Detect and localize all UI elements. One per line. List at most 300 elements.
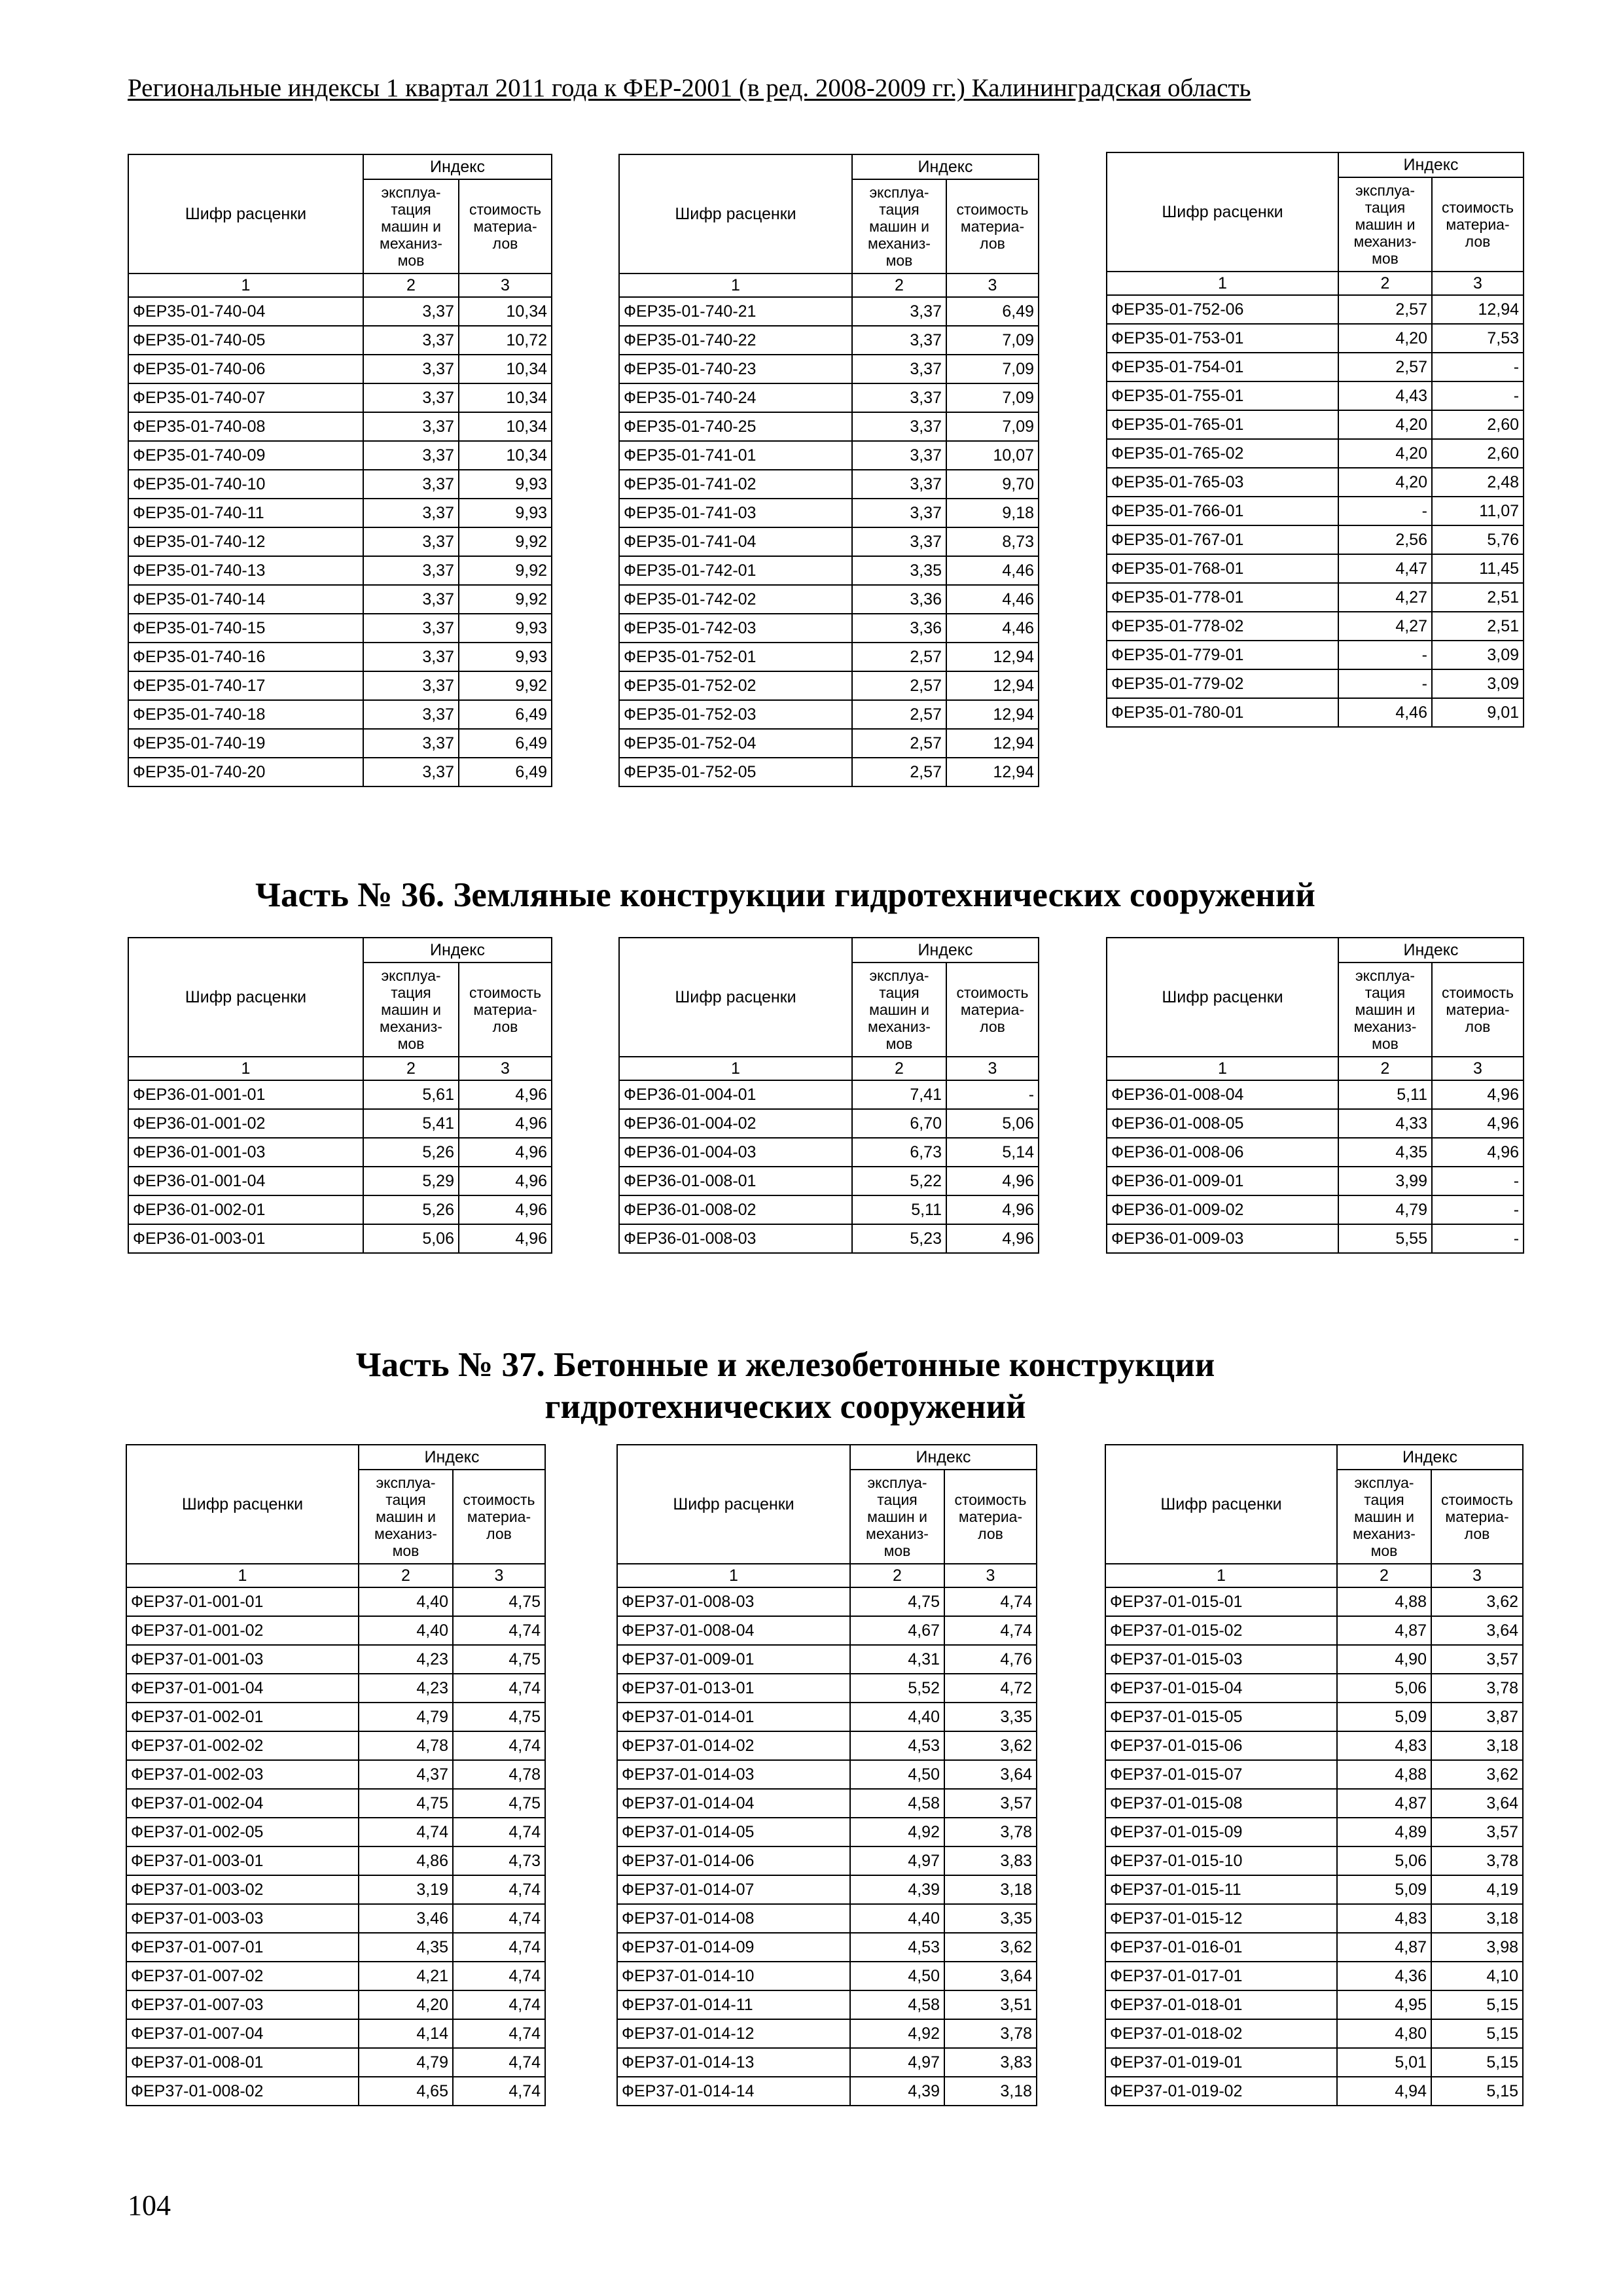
rate-code-cell: ФЕР35-01-741-01 <box>619 441 852 470</box>
header-index: Индекс <box>363 154 552 179</box>
table-row <box>128 729 552 758</box>
rate-code-cell: ФЕР37-01-015-05 <box>1105 1703 1337 1731</box>
header-machines: эксплуа-тация машин и механиз-мов <box>1338 177 1432 272</box>
table-row <box>1107 497 1524 525</box>
rate-code-cell: ФЕР35-01-752-03 <box>619 700 852 729</box>
table-row <box>1107 698 1524 727</box>
table-row <box>126 1818 545 1846</box>
header-numbers <box>128 274 552 297</box>
rate-code-cell: ФЕР35-01-779-02 <box>1107 669 1338 698</box>
rate-code-cell: ФЕР37-01-009-01 <box>617 1645 850 1674</box>
rate-code-cell: ФЕР35-01-779-01 <box>1107 641 1338 669</box>
header-numbers <box>126 1564 545 1587</box>
rate-code-cell: ФЕР35-01-765-03 <box>1107 468 1338 497</box>
materials-index-cell: 4,96 <box>1432 1080 1524 1109</box>
table-row <box>1105 2048 1523 2077</box>
rate-code-cell: ФЕР36-01-001-03 <box>128 1138 363 1167</box>
machines-index-cell: 3,37 <box>363 614 459 643</box>
machines-index-cell: 2,56 <box>1338 525 1432 554</box>
machines-index-cell: 4,95 <box>1337 1990 1431 2019</box>
header-materials: стоимость материа-лов <box>459 963 552 1057</box>
materials-index-cell: 9,18 <box>946 499 1039 527</box>
table-row <box>126 1760 545 1789</box>
table-row <box>619 1138 1039 1167</box>
materials-index-cell: 4,96 <box>1432 1109 1524 1138</box>
table-row <box>1105 1587 1523 1616</box>
rate-code-cell: ФЕР35-01-740-08 <box>128 412 363 441</box>
rate-code-cell: ФЕР37-01-014-02 <box>617 1731 850 1760</box>
materials-index-cell: 3,83 <box>944 1846 1037 1875</box>
materials-index-cell: 3,62 <box>944 1933 1037 1962</box>
header-machines: эксплуа-тация машин и механиз-мов <box>363 963 459 1057</box>
table-row <box>128 470 552 499</box>
table-row <box>1105 1818 1523 1846</box>
materials-index-cell: 4,19 <box>1431 1875 1523 1904</box>
header-materials: стоимость материа-лов <box>1431 1470 1523 1564</box>
header-num-2: 2 <box>359 1564 453 1587</box>
machines-index-cell: 4,35 <box>359 1933 453 1962</box>
materials-index-cell: 4,10 <box>1431 1962 1523 1990</box>
machines-index-cell: 3,37 <box>852 527 946 556</box>
machines-index-cell: 4,75 <box>850 1587 944 1616</box>
header-index: Индекс <box>359 1445 545 1470</box>
table-row <box>1107 468 1524 497</box>
rate-code-cell: ФЕР35-01-765-01 <box>1107 410 1338 439</box>
header-num-3: 3 <box>944 1564 1037 1587</box>
table-row <box>1107 612 1524 641</box>
table-row <box>617 2019 1037 2048</box>
machines-index-cell: 2,57 <box>852 671 946 700</box>
table-row <box>1105 1904 1523 1933</box>
rate-code-cell: ФЕР35-01-740-19 <box>128 729 363 758</box>
header-index: Индекс <box>850 1445 1037 1470</box>
materials-index-cell: 7,09 <box>946 355 1039 383</box>
rate-code-cell: ФЕР36-01-001-02 <box>128 1109 363 1138</box>
rate-code-cell: ФЕР37-01-007-04 <box>126 2019 359 2048</box>
header-row <box>1107 938 1524 963</box>
index-table-0-0 <box>128 154 552 787</box>
materials-index-cell: 2,51 <box>1432 583 1524 612</box>
rate-code-cell: ФЕР37-01-015-04 <box>1105 1674 1337 1703</box>
materials-index-cell: 12,94 <box>946 643 1039 671</box>
materials-index-cell: 5,15 <box>1431 2048 1523 2077</box>
table-row <box>619 729 1039 758</box>
header-num-1: 1 <box>128 274 363 297</box>
materials-index-cell: 12,94 <box>946 758 1039 786</box>
rate-code-cell: ФЕР37-01-018-01 <box>1105 1990 1337 2019</box>
header-numbers <box>1107 272 1524 295</box>
index-table-2-2 <box>1105 1444 1524 2106</box>
table-row <box>128 383 552 412</box>
header-num-1: 1 <box>1107 272 1338 295</box>
header-num-3: 3 <box>1431 1564 1523 1587</box>
rate-code-cell: ФЕР35-01-741-04 <box>619 527 852 556</box>
header-num-1: 1 <box>619 274 852 297</box>
materials-index-cell: 9,93 <box>459 643 552 671</box>
header-code: Шифр расценки <box>1107 152 1338 272</box>
page-header-title: Региональные индексы 1 квартал 2011 года к ФЕР-2001 (в ред. 2008-2009 гг.) Калининградская область <box>128 74 1251 102</box>
header-code: Шифр расценки <box>128 938 363 1057</box>
rate-code-cell: ФЕР35-01-778-02 <box>1107 612 1338 641</box>
rate-code-cell: ФЕР37-01-015-02 <box>1105 1616 1337 1645</box>
materials-index-cell: 4,75 <box>453 1703 545 1731</box>
header-machines: эксплуа-тация машин и механиз-мов <box>852 179 946 274</box>
table-row <box>617 1645 1037 1674</box>
table-row <box>126 1703 545 1731</box>
rate-code-cell: ФЕР35-01-740-22 <box>619 326 852 355</box>
materials-index-cell: 3,64 <box>944 1760 1037 1789</box>
machines-index-cell: 3,37 <box>363 527 459 556</box>
materials-index-cell: 4,74 <box>453 1875 545 1904</box>
table-row <box>1107 439 1524 468</box>
header-numbers <box>617 1564 1037 1587</box>
rate-code-cell: ФЕР37-01-003-01 <box>126 1846 359 1875</box>
rate-code-cell: ФЕР35-01-742-01 <box>619 556 852 585</box>
materials-index-cell: 2,51 <box>1432 612 1524 641</box>
header-machines: эксплуа-тация машин и механиз-мов <box>850 1470 944 1564</box>
machines-index-cell: 4,74 <box>359 1818 453 1846</box>
machines-index-cell: 4,80 <box>1337 2019 1431 2048</box>
rate-code-cell: ФЕР37-01-019-01 <box>1105 2048 1337 2077</box>
header-index: Индекс <box>363 938 552 963</box>
table-row <box>126 1962 545 1990</box>
machines-index-cell: 3,37 <box>363 700 459 729</box>
materials-index-cell: 12,94 <box>946 700 1039 729</box>
rate-code-cell: ФЕР37-01-008-03 <box>617 1587 850 1616</box>
table-row <box>617 1587 1037 1616</box>
machines-index-cell: 4,35 <box>1338 1138 1432 1167</box>
table-row <box>617 2048 1037 2077</box>
header-index: Индекс <box>852 938 1039 963</box>
table-row <box>128 671 552 700</box>
machines-index-cell: 3,37 <box>363 412 459 441</box>
rate-code-cell: ФЕР35-01-740-14 <box>128 585 363 614</box>
machines-index-cell: 3,37 <box>852 441 946 470</box>
machines-index-cell: 3,37 <box>363 499 459 527</box>
table-row <box>126 1789 545 1818</box>
rate-code-cell: ФЕР37-01-002-01 <box>126 1703 359 1731</box>
materials-index-cell: 4,96 <box>459 1138 552 1167</box>
table-row <box>1107 641 1524 669</box>
machines-index-cell: 4,78 <box>359 1731 453 1760</box>
materials-index-cell: 5,76 <box>1432 525 1524 554</box>
table-row <box>128 643 552 671</box>
materials-index-cell: 4,74 <box>453 2077 545 2106</box>
materials-index-cell: 4,74 <box>453 1962 545 1990</box>
table-row <box>617 1962 1037 1990</box>
header-numbers <box>1107 1057 1524 1080</box>
table-row <box>126 1645 545 1674</box>
machines-index-cell: 3,37 <box>363 758 459 786</box>
machines-index-cell: 3,37 <box>363 470 459 499</box>
materials-index-cell: 7,09 <box>946 326 1039 355</box>
machines-index-cell: 4,88 <box>1337 1760 1431 1789</box>
table-row <box>617 1933 1037 1962</box>
table-row <box>128 499 552 527</box>
table-row <box>128 1109 552 1138</box>
materials-index-cell: 12,94 <box>946 729 1039 758</box>
materials-index-cell: 4,74 <box>453 1933 545 1962</box>
materials-index-cell: 4,74 <box>453 1616 545 1645</box>
rate-code-cell: ФЕР37-01-014-11 <box>617 1990 850 2019</box>
page-header <box>128 73 1338 103</box>
rate-code-cell: ФЕР36-01-004-03 <box>619 1138 852 1167</box>
machines-index-cell: 4,89 <box>1337 1818 1431 1846</box>
machines-index-cell: 2,57 <box>1338 295 1432 324</box>
rate-code-cell: ФЕР37-01-008-02 <box>126 2077 359 2106</box>
table-row <box>1105 2019 1523 2048</box>
rate-code-cell: ФЕР37-01-015-09 <box>1105 1818 1337 1846</box>
materials-index-cell: 12,94 <box>946 671 1039 700</box>
header-materials: стоимость материа-лов <box>1432 177 1524 272</box>
machines-index-cell: 6,73 <box>852 1138 946 1167</box>
materials-index-cell: 10,34 <box>459 412 552 441</box>
machines-index-cell: 3,37 <box>363 671 459 700</box>
table-row <box>1107 525 1524 554</box>
materials-index-cell: 5,15 <box>1431 2019 1523 2048</box>
rate-code-cell: ФЕР35-01-740-16 <box>128 643 363 671</box>
machines-index-cell: - <box>1338 497 1432 525</box>
header-code: Шифр расценки <box>1107 938 1338 1057</box>
table-row <box>619 297 1039 326</box>
materials-index-cell: 3,18 <box>1431 1904 1523 1933</box>
machines-index-cell: 3,37 <box>363 441 459 470</box>
machines-index-cell: 4,86 <box>359 1846 453 1875</box>
materials-index-cell: 9,70 <box>946 470 1039 499</box>
rate-code-cell: ФЕР37-01-008-04 <box>617 1616 850 1645</box>
machines-index-cell: 3,36 <box>852 585 946 614</box>
materials-index-cell: 3,87 <box>1431 1703 1523 1731</box>
table-row <box>1107 1195 1524 1224</box>
machines-index-cell: 4,46 <box>1338 698 1432 727</box>
materials-index-cell: 9,92 <box>459 585 552 614</box>
rate-code-cell: ФЕР35-01-740-24 <box>619 383 852 412</box>
materials-index-cell: - <box>1432 381 1524 410</box>
table-row <box>619 1224 1039 1253</box>
table-row <box>1107 410 1524 439</box>
table-row <box>128 614 552 643</box>
table-row <box>1105 1789 1523 1818</box>
materials-index-cell: 3,18 <box>1431 1731 1523 1760</box>
header-num-3: 3 <box>1432 272 1524 295</box>
machines-index-cell: 3,37 <box>852 383 946 412</box>
materials-index-cell: 4,46 <box>946 614 1039 643</box>
table-row <box>1107 381 1524 410</box>
materials-index-cell: 6,49 <box>459 758 552 786</box>
machines-index-cell: 4,43 <box>1338 381 1432 410</box>
machines-index-cell: 5,01 <box>1337 2048 1431 2077</box>
materials-index-cell: 10,72 <box>459 326 552 355</box>
rate-code-cell: ФЕР37-01-001-01 <box>126 1587 359 1616</box>
table-row <box>1105 1645 1523 1674</box>
rate-code-cell: ФЕР36-01-009-01 <box>1107 1167 1338 1195</box>
machines-index-cell: 5,06 <box>1337 1674 1431 1703</box>
rate-code-cell: ФЕР36-01-001-01 <box>128 1080 363 1109</box>
rate-code-cell: ФЕР37-01-015-12 <box>1105 1904 1337 1933</box>
rate-code-cell: ФЕР37-01-014-03 <box>617 1760 850 1789</box>
materials-index-cell: 3,18 <box>944 2077 1037 2106</box>
rate-code-cell: ФЕР35-01-752-06 <box>1107 295 1338 324</box>
rate-code-cell: ФЕР35-01-780-01 <box>1107 698 1338 727</box>
header-code: Шифр расценки <box>126 1445 359 1564</box>
rate-code-cell: ФЕР37-01-016-01 <box>1105 1933 1337 1962</box>
machines-index-cell: 5,22 <box>852 1167 946 1195</box>
machines-index-cell: 4,20 <box>359 1990 453 2019</box>
table-row <box>617 2077 1037 2106</box>
machines-index-cell: 3,37 <box>363 585 459 614</box>
rate-code-cell: ФЕР37-01-015-06 <box>1105 1731 1337 1760</box>
machines-index-cell: 3,37 <box>363 297 459 326</box>
materials-index-cell: 4,96 <box>459 1109 552 1138</box>
rate-code-cell: ФЕР35-01-740-09 <box>128 441 363 470</box>
machines-index-cell: 4,87 <box>1337 1933 1431 1962</box>
table-row <box>1107 1224 1524 1253</box>
machines-index-cell: 3,37 <box>363 643 459 671</box>
machines-index-cell: 3,36 <box>852 614 946 643</box>
machines-index-cell: 4,58 <box>850 1789 944 1818</box>
index-table-1-1 <box>618 937 1039 1254</box>
rate-code-cell: ФЕР35-01-755-01 <box>1107 381 1338 410</box>
machines-index-cell: 3,37 <box>363 326 459 355</box>
machines-index-cell: 6,70 <box>852 1109 946 1138</box>
materials-index-cell: 2,48 <box>1432 468 1524 497</box>
rate-code-cell: ФЕР37-01-015-01 <box>1105 1587 1337 1616</box>
materials-index-cell: 5,06 <box>946 1109 1039 1138</box>
header-row <box>619 154 1039 179</box>
materials-index-cell: 4,72 <box>944 1674 1037 1703</box>
machines-index-cell: 4,33 <box>1338 1109 1432 1138</box>
machines-index-cell: - <box>1338 669 1432 698</box>
machines-index-cell: 4,79 <box>359 1703 453 1731</box>
rate-code-cell: ФЕР37-01-014-12 <box>617 2019 850 2048</box>
table-row <box>1105 1674 1523 1703</box>
rate-code-cell: ФЕР35-01-740-23 <box>619 355 852 383</box>
machines-index-cell: 5,09 <box>1337 1703 1431 1731</box>
table-row <box>128 441 552 470</box>
table-row <box>1105 1703 1523 1731</box>
materials-index-cell: 3,09 <box>1432 669 1524 698</box>
table-row <box>619 643 1039 671</box>
table-row <box>619 412 1039 441</box>
materials-index-cell: 4,75 <box>453 1587 545 1616</box>
rate-code-cell: ФЕР35-01-778-01 <box>1107 583 1338 612</box>
rate-code-cell: ФЕР37-01-015-03 <box>1105 1645 1337 1674</box>
rate-code-cell: ФЕР36-01-003-01 <box>128 1224 363 1253</box>
rate-code-cell: ФЕР36-01-008-02 <box>619 1195 852 1224</box>
header-index: Индекс <box>1338 152 1524 177</box>
rate-code-cell: ФЕР37-01-014-08 <box>617 1904 850 1933</box>
machines-index-cell: 5,61 <box>363 1080 459 1109</box>
rate-code-cell: ФЕР35-01-740-07 <box>128 383 363 412</box>
materials-index-cell: 4,46 <box>946 585 1039 614</box>
table-row <box>128 1224 552 1253</box>
materials-index-cell: 3,09 <box>1432 641 1524 669</box>
rate-code-cell: ФЕР37-01-002-04 <box>126 1789 359 1818</box>
materials-index-cell: 10,34 <box>459 297 552 326</box>
table-row <box>128 1167 552 1195</box>
header-index: Индекс <box>1338 938 1524 963</box>
table-row <box>126 1846 545 1875</box>
table-row <box>128 355 552 383</box>
table-row <box>617 1789 1037 1818</box>
table-row <box>617 1990 1037 2019</box>
machines-index-cell: 3,35 <box>852 556 946 585</box>
rate-code-cell: ФЕР37-01-014-14 <box>617 2077 850 2106</box>
materials-index-cell: 3,57 <box>1431 1818 1523 1846</box>
materials-index-cell: 4,96 <box>459 1080 552 1109</box>
machines-index-cell: 5,41 <box>363 1109 459 1138</box>
table-row <box>126 1933 545 1962</box>
header-code: Шифр расценки <box>619 154 852 274</box>
materials-index-cell: 3,18 <box>944 1875 1037 1904</box>
table-row <box>1105 1933 1523 1962</box>
header-numbers <box>619 1057 1039 1080</box>
header-machines: эксплуа-тация машин и механиз-мов <box>1337 1470 1431 1564</box>
rate-code-cell: ФЕР35-01-741-02 <box>619 470 852 499</box>
rate-code-cell: ФЕР37-01-003-03 <box>126 1904 359 1933</box>
machines-index-cell: 4,50 <box>850 1962 944 1990</box>
header-row <box>126 1445 545 1470</box>
table-row <box>126 1875 545 1904</box>
materials-index-cell: 7,09 <box>946 412 1039 441</box>
rate-code-cell: ФЕР35-01-754-01 <box>1107 353 1338 381</box>
rate-code-cell: ФЕР35-01-740-06 <box>128 355 363 383</box>
machines-index-cell: 4,79 <box>1338 1195 1432 1224</box>
header-num-1: 1 <box>128 1057 363 1080</box>
machines-index-cell: 3,37 <box>852 355 946 383</box>
header-num-2: 2 <box>363 1057 459 1080</box>
machines-index-cell: 4,36 <box>1337 1962 1431 1990</box>
machines-index-cell: 4,75 <box>359 1789 453 1818</box>
header-materials: стоимость материа-лов <box>944 1470 1037 1564</box>
header-materials: стоимость материа-лов <box>946 963 1039 1057</box>
rate-code-cell: ФЕР35-01-740-15 <box>128 614 363 643</box>
materials-index-cell: 3,35 <box>944 1904 1037 1933</box>
materials-index-cell: 4,74 <box>453 1818 545 1846</box>
machines-index-cell: 3,37 <box>363 355 459 383</box>
table-row <box>1107 353 1524 381</box>
machines-index-cell: 4,39 <box>850 2077 944 2106</box>
header-materials: стоимость материа-лов <box>459 179 552 274</box>
machines-index-cell: 4,23 <box>359 1674 453 1703</box>
machines-index-cell: 4,90 <box>1337 1645 1431 1674</box>
materials-index-cell: 4,74 <box>944 1616 1037 1645</box>
machines-index-cell: 5,52 <box>850 1674 944 1703</box>
machines-index-cell: 7,41 <box>852 1080 946 1109</box>
machines-index-cell: 2,57 <box>852 758 946 786</box>
materials-index-cell: 3,51 <box>944 1990 1037 2019</box>
header-num-2: 2 <box>850 1564 944 1587</box>
machines-index-cell: 2,57 <box>852 729 946 758</box>
header-machines: эксплуа-тация машин и механиз-мов <box>363 179 459 274</box>
header-machines: эксплуа-тация машин и механиз-мов <box>852 963 946 1057</box>
machines-index-cell: 3,99 <box>1338 1167 1432 1195</box>
rate-code-cell: ФЕР37-01-007-03 <box>126 1990 359 2019</box>
machines-index-cell: 4,21 <box>359 1962 453 1990</box>
table-row <box>619 614 1039 643</box>
materials-index-cell: 9,01 <box>1432 698 1524 727</box>
table-row <box>619 700 1039 729</box>
machines-index-cell: 4,23 <box>359 1645 453 1674</box>
header-num-3: 3 <box>946 1057 1039 1080</box>
rate-code-cell: ФЕР37-01-001-02 <box>126 1616 359 1645</box>
rate-code-cell: ФЕР35-01-740-21 <box>619 297 852 326</box>
machines-index-cell: 4,58 <box>850 1990 944 2019</box>
rate-code-cell: ФЕР37-01-014-06 <box>617 1846 850 1875</box>
header-row <box>617 1445 1037 1470</box>
table-row <box>1105 1962 1523 1990</box>
rate-code-cell: ФЕР37-01-003-02 <box>126 1875 359 1904</box>
